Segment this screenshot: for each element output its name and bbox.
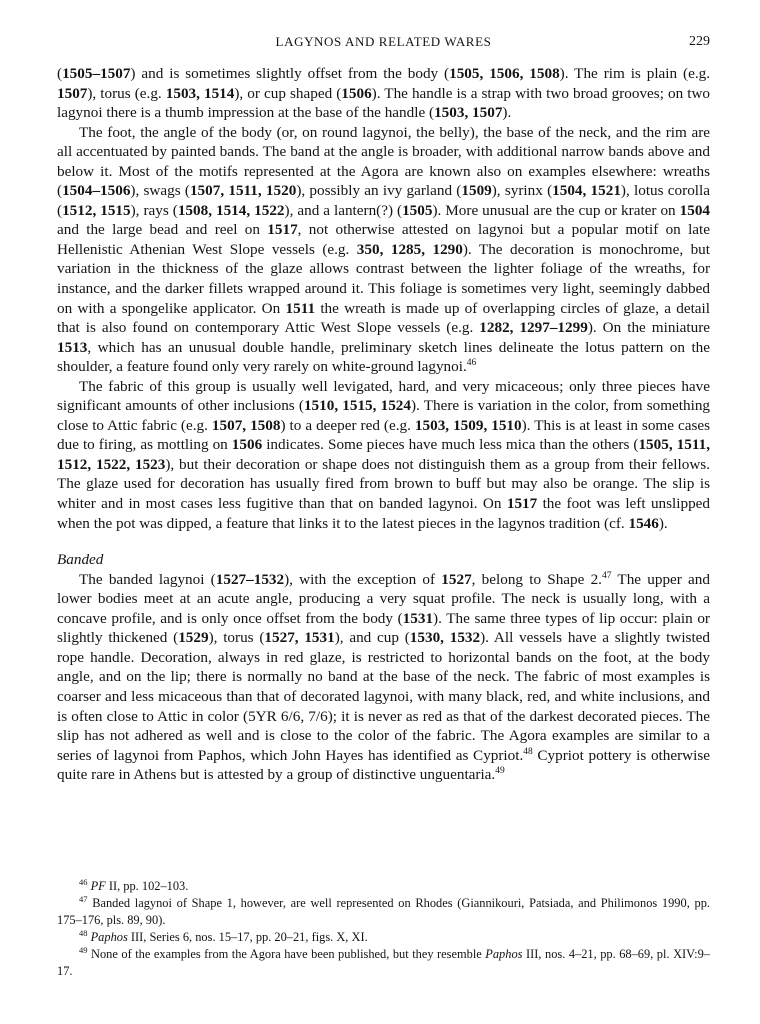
- italic-title: Paphos: [485, 947, 523, 962]
- text-run: ), and cup (: [334, 629, 410, 647]
- catalog-ref: 1513: [57, 338, 88, 356]
- paragraph: [57, 570, 710, 785]
- catalog-ref: 1503, 1514: [165, 84, 235, 102]
- footnote-ref: 48: [523, 746, 533, 757]
- text-run: Banded lagynoi of Shape 1, however, are well represented on Rhodes (Giannikouri, Patsiada, and Philimonos 1990, pp. 175–176, pls. 89, 90).: [57, 896, 710, 928]
- text-run: ), possibly an ivy garland (: [296, 182, 462, 200]
- paragraph: [57, 377, 710, 533]
- text-run: ). This is at least in some cases due to firing, as mottling on: [57, 416, 711, 454]
- catalog-ref: 1504, 1521: [552, 182, 621, 200]
- footnotes: [57, 878, 710, 981]
- text-run: ), torus (e.g.: [87, 84, 166, 102]
- paragraph: [57, 123, 710, 377]
- catalog-ref: 1503, 1509, 1510: [414, 416, 522, 434]
- catalog-ref: 1508, 1514, 1522: [177, 201, 285, 219]
- text-run: The upper and lower bodies meet at an acute angle, producing a very squat profile. The neck is usually long, with a concave profile, and is only once offset from the body (: [57, 570, 710, 627]
- footnote-ref: 46: [466, 358, 477, 369]
- catalog-ref: 1505–1507: [62, 65, 131, 82]
- catalog-ref: 1512, 1515: [62, 201, 131, 219]
- text-run: ). More unusual are the cup or krater on: [432, 201, 680, 219]
- footnote-number: 49: [79, 945, 88, 956]
- footnote-number: 48: [79, 928, 88, 939]
- text-run: ), syrinx (: [491, 182, 553, 200]
- text-run: ).: [502, 104, 512, 122]
- catalog-ref: 1511: [285, 299, 316, 317]
- footnote: [57, 929, 710, 946]
- text-run: ), torus (: [208, 629, 265, 647]
- text-run: III, nos. 4–21, pp. 68–69, pl. XIV:9–17.: [57, 947, 710, 979]
- footnote-number: 46: [79, 877, 88, 887]
- text-run: and the large bead and reel on: [57, 221, 268, 239]
- body-text: [57, 64, 710, 785]
- text-run: ), lotus corolla (: [57, 182, 710, 219]
- italic-title: PF: [90, 879, 106, 893]
- text-run: II, pp. 102–103.: [105, 879, 189, 893]
- catalog-ref: 350, 1285, 1290: [356, 240, 463, 258]
- page-number: 229: [689, 34, 710, 49]
- catalog-ref: 1507, 1508: [211, 416, 281, 434]
- catalog-ref: 1503, 1507: [434, 104, 503, 122]
- catalog-ref: 1509: [461, 182, 492, 200]
- section-heading: Banded: [57, 551, 104, 569]
- catalog-ref: 1546: [628, 514, 659, 532]
- catalog-ref: 1506: [231, 436, 263, 454]
- text-run: (: [57, 65, 63, 82]
- text-run: ). There is variation in the color, from something close to Attic fabric (e.g.: [57, 397, 711, 434]
- catalog-ref: 1507, 1511, 1520: [189, 182, 297, 200]
- footnote: [57, 895, 710, 929]
- catalog-ref: 1527, 1531: [264, 629, 335, 647]
- footnote-ref: 49: [495, 766, 505, 777]
- text-run: indicates. Some pieces have much less mica than the others (: [262, 436, 639, 454]
- running-head: [57, 34, 710, 56]
- text-run: III, Series 6, nos. 15–17, pp. 20–21, figs. X, XI.: [127, 930, 368, 945]
- text-run: The fabric of this group is usually well levigated, hard, and very micaceous; only three pieces have significant amounts of other inclusions (: [57, 377, 710, 415]
- catalog-ref: 1505: [402, 201, 433, 219]
- footnote-ref: 47: [601, 570, 612, 581]
- text-run: ), and a lantern(?) (: [284, 201, 403, 219]
- text-run: the wreath is made up of overlapping circles of glaze, a detail that is also found on contemporary Attic West Slope vessels (e.g.: [57, 299, 710, 337]
- text-run: Cypriot pottery is otherwise quite rare in Athens but is attested by a group of distinctive unguentaria.: [57, 746, 710, 784]
- catalog-ref: 1504: [679, 201, 711, 219]
- footnote: [57, 946, 710, 980]
- text-run: , which has an unusual double handle, preliminary sketch lines delineate the lotus pattern on the shoulder, a feature found only very rarely on white-ground lagynoi.: [57, 338, 710, 376]
- catalog-ref: 1510, 1515, 1524: [303, 397, 411, 415]
- catalog-ref: 1517: [506, 495, 538, 513]
- text-run: ) and is sometimes slightly offset from the body (: [130, 65, 450, 82]
- text-run: ). The decoration is monochrome, but variation in the thickness of the glaze allows contrast between the lighter foliage of the wreaths, for instance, and the darker fillets wrapped around it. This foliage is sometimes very light, seemingly dabbed on with a spongelike applicator. On: [57, 240, 710, 317]
- catalog-ref: 1527–1532: [215, 570, 285, 588]
- catalog-ref: 1530, 1532: [409, 629, 481, 647]
- paragraph: [57, 64, 710, 123]
- footnote-number: 47: [79, 894, 88, 905]
- catalog-ref: 1282, 1297–1299: [479, 319, 588, 337]
- text-run: ), swags (: [130, 182, 190, 200]
- text-run: ), with the exception of: [284, 570, 442, 588]
- text-run: ), rays (: [130, 201, 178, 219]
- italic-title: Paphos: [90, 930, 128, 945]
- text-run: , belong to Shape 2.: [471, 570, 602, 588]
- text-run: ).: [658, 514, 668, 532]
- text-run: The foot, the angle of the body (or, on round lagynoi, the belly), the base of the neck, and the rim are all accentuated by painted bands. The band at the angle is broader, with additional narrow bands above and below it. Most of the motifs represented at the Agora are known also on examples elsewhere: wreaths (: [57, 123, 710, 200]
- catalog-ref: 1517: [267, 221, 298, 239]
- catalog-ref: 1529: [178, 629, 209, 647]
- running-title: LAGYNOS AND RELATED WARES: [275, 34, 492, 49]
- text-run: ). The handle is a strap with two broad grooves; on two lagynoi there is a thumb impression at the base of the handle (: [57, 84, 710, 122]
- catalog-ref: 1531: [402, 609, 434, 627]
- text-run: , not otherwise attested on lagynoi but a popular motif on late Hellenistic Athenian West Slope vessels (e.g.: [57, 221, 710, 258]
- catalog-ref: 1505, 1506, 1508: [449, 65, 560, 82]
- text-run: the foot was left unslipped when the pot was dipped, a feature that links it to the latest pieces in the lagynos tradition (cf.: [57, 495, 711, 532]
- catalog-ref: 1527: [441, 570, 472, 588]
- catalog-ref: 1507: [57, 84, 88, 102]
- catalog-ref: 1505, 1511, 1512, 1522, 1523: [57, 436, 710, 473]
- text-run: ) to a deeper red (e.g.: [280, 416, 415, 434]
- text-run: The banded lagynoi (: [79, 570, 216, 588]
- text-run: ), or cup shaped (: [234, 84, 342, 102]
- catalog-ref: 1506: [341, 84, 372, 102]
- text-run: ). The rim is plain (e.g.: [559, 65, 711, 82]
- text-run: ). The same three types of lip occur: plain or slightly thickened (: [57, 609, 710, 647]
- text-run: ). All vessels have a slightly twisted rope handle. Decoration, always in red glaze, is restricted to horizontal bands on the foot, at the body angle, and on the lip; there is normally no band at the base of the neck. The fabric of most examples is coarser and less micaceous than that of decorated lagynoi, with many black, red, and white inclusions, and is often close to Attic in color (5YR 6/6, 7/6); it is never as red as that of the darkest decorated pieces. The slip has not adhered as well and is close to the color of the fabric. The Agora examples are similar to a series of lagynoi from Paphos, which John Hayes has identified as Cypriot.: [57, 629, 710, 764]
- footnote: [57, 878, 710, 895]
- text-run: None of the examples from the Agora have been published, but they resemble: [91, 947, 486, 962]
- catalog-ref: 1504–1506: [62, 182, 131, 200]
- text-run: ), but their decoration or shape does not distinguish them as a group from their fellows. The glaze used for decoration has usually fired from brown to buff but may also be orange. The slip is whiter and in most cases less fugitive than that on banded lagynoi. On: [57, 455, 711, 513]
- text-run: ). On the miniature: [587, 319, 711, 337]
